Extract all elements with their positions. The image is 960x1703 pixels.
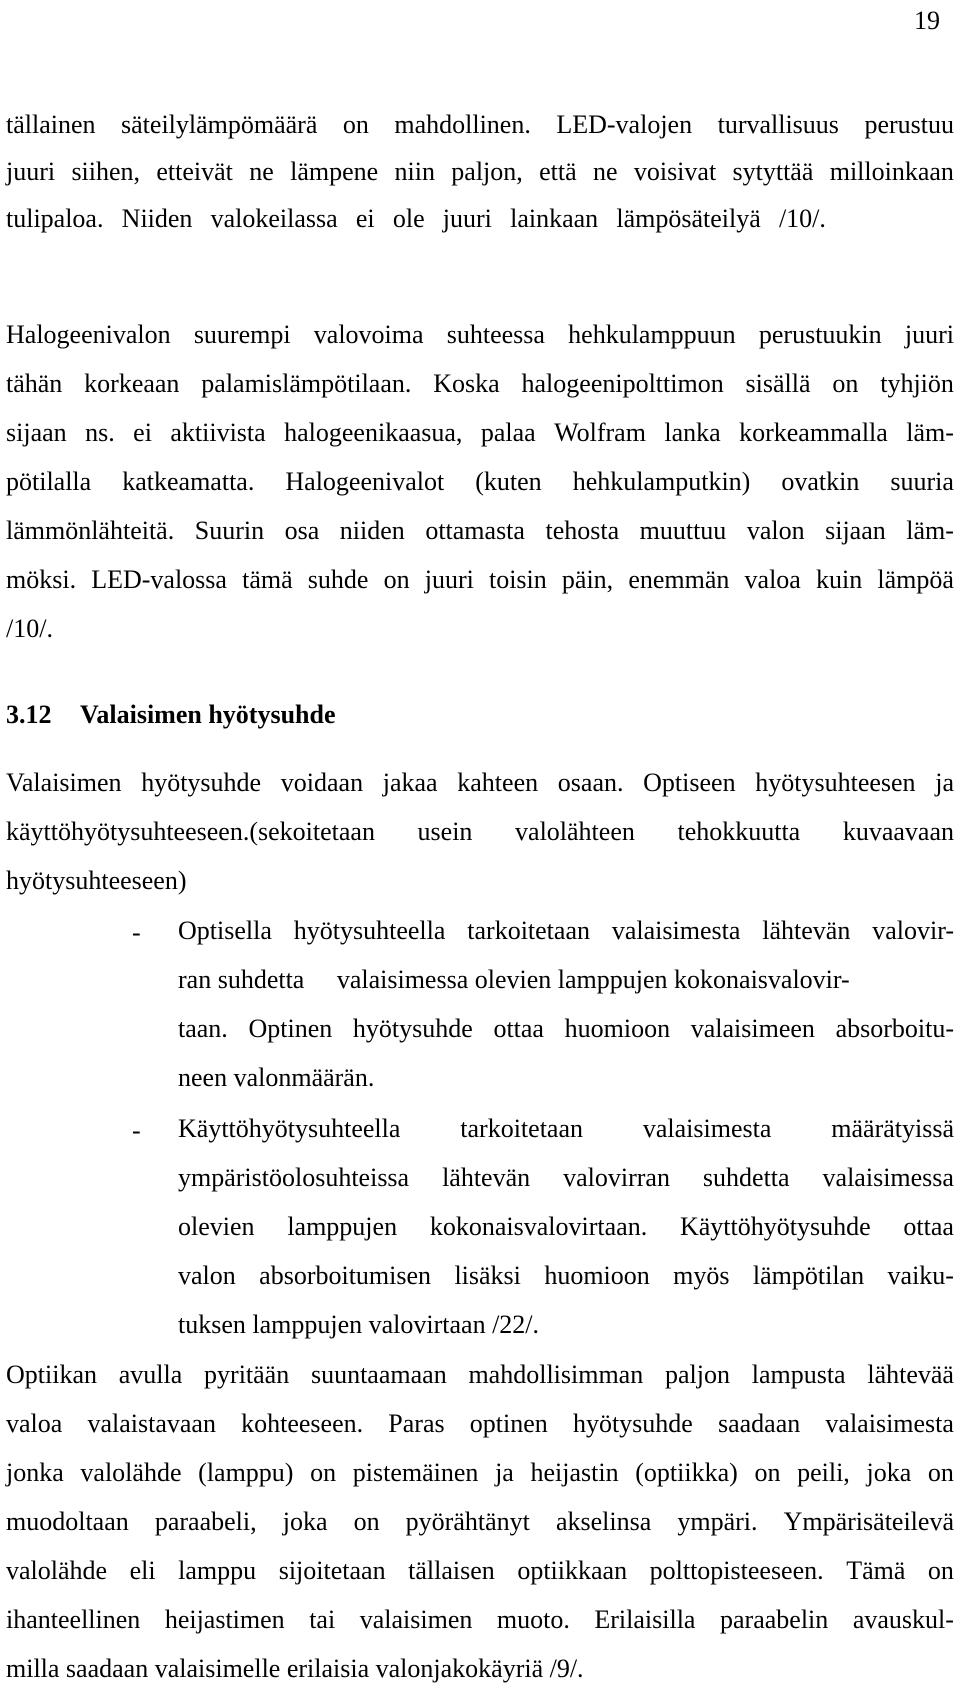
- text-line: hyötysuhteeseen): [6, 866, 187, 895]
- text-line: Optisella hyötysuhteella tarkoitetaan valaisimesta lähtevän valovir-: [178, 916, 954, 945]
- text-line: Valaisimen hyötysuhde voidaan jakaa kahteen osaan. Optiseen hyötysuhteesen ja: [6, 768, 954, 797]
- text-line: neen valonmäärän.: [178, 1063, 375, 1092]
- text-line: olevien lamppujen kokonaisvalovirtaan. Käyttöhyötysuhde ottaa: [178, 1212, 954, 1241]
- text-line: Optiikan avulla pyritään suuntaamaan mahdollisimman paljon lampusta lähtevää: [6, 1360, 954, 1389]
- section-number: 3.12: [6, 700, 52, 729]
- text-line: tulipaloa. Niiden valokeilassa ei ole juuri lainkaan lämpösäteilyä /10/.: [6, 204, 826, 233]
- text-line: valon absorboitumisen lisäksi huomioon myös lämpötilan vaiku-: [178, 1261, 954, 1290]
- text-line: jonka valolähde (lamppu) on pistemäinen ja heijastin (optiikka) on peili, joka on: [6, 1458, 954, 1487]
- text-line: ympäristöolosuhteissa lähtevän valovirran suhdetta valaisimessa: [178, 1163, 954, 1192]
- text-line: valoa valaistavaan kohteeseen. Paras optinen hyötysuhde saadaan valaisimesta: [6, 1409, 954, 1438]
- text-line: Käyttöhyötysuhteella tarkoitetaan valaisimesta määrätyissä: [178, 1114, 954, 1143]
- text-line: taan. Optinen hyötysuhde ottaa huomioon valaisimeen absorboitu-: [178, 1014, 954, 1043]
- text-line: muodoltaan paraabeli, joka on pyörähtänyt akselinsa ympäri. Ympärisäteilevä: [6, 1507, 954, 1536]
- section-title: Valaisimen hyötysuhde: [80, 700, 336, 729]
- text-line: /10/.: [6, 614, 53, 643]
- text-line: tällainen säteilylämpömäärä on mahdollinen. LED-valojen turvallisuus perustuu: [6, 110, 954, 139]
- text-line: valolähde eli lamppu sijoitetaan tällaisen optiikkaan polttopisteeseen. Tämä on: [6, 1556, 954, 1585]
- text-line: möksi. LED-valossa tämä suhde on juuri toisin päin, enemmän valoa kuin lämpöä: [6, 565, 954, 594]
- text-line: ran suhdetta valaisimessa olevien lamppujen kokonaisvalovir-: [178, 965, 850, 994]
- text-line: tuksen lamppujen valovirtaan /22/.: [178, 1310, 540, 1339]
- text-line: ihanteellinen heijastimen tai valaisimen muoto. Erilaisilla paraabelin avauskul-: [6, 1605, 954, 1634]
- list-bullet: -: [132, 918, 141, 947]
- text-line: lämmönlähteitä. Suurin osa niiden ottamasta tehosta muuttuu valon sijaan läm-: [6, 516, 954, 545]
- text-line: sijaan ns. ei aktiivista halogeenikaasua, palaa Wolfram lanka korkeammalla läm-: [6, 418, 954, 447]
- section-heading: [6, 700, 336, 730]
- text-line: tähän korkeaan palamislämpötilaan. Koska halogeenipolttimon sisällä on tyhjiön: [6, 369, 954, 398]
- text-line: käyttöhyötysuhteeseen.(sekoitetaan usein valolähteen tehokkuutta kuvaavaan: [6, 817, 954, 846]
- text-line: juuri siihen, etteivät ne lämpene niin paljon, että ne voisivat sytyttää milloinkaan: [6, 157, 954, 186]
- text-line: milla saadaan valaisimelle erilaisia valonjakokäyriä /9/.: [6, 1654, 584, 1683]
- text-line: Halogeenivalon suurempi valovoima suhteessa hehkulamppuun perustuukin juuri: [6, 320, 954, 349]
- text-line: pötilalla katkeamatta. Halogeenivalot (kuten hehkulamputkin) ovatkin suuria: [6, 467, 954, 496]
- list-bullet: -: [132, 1116, 141, 1145]
- page-number: 19: [914, 6, 940, 35]
